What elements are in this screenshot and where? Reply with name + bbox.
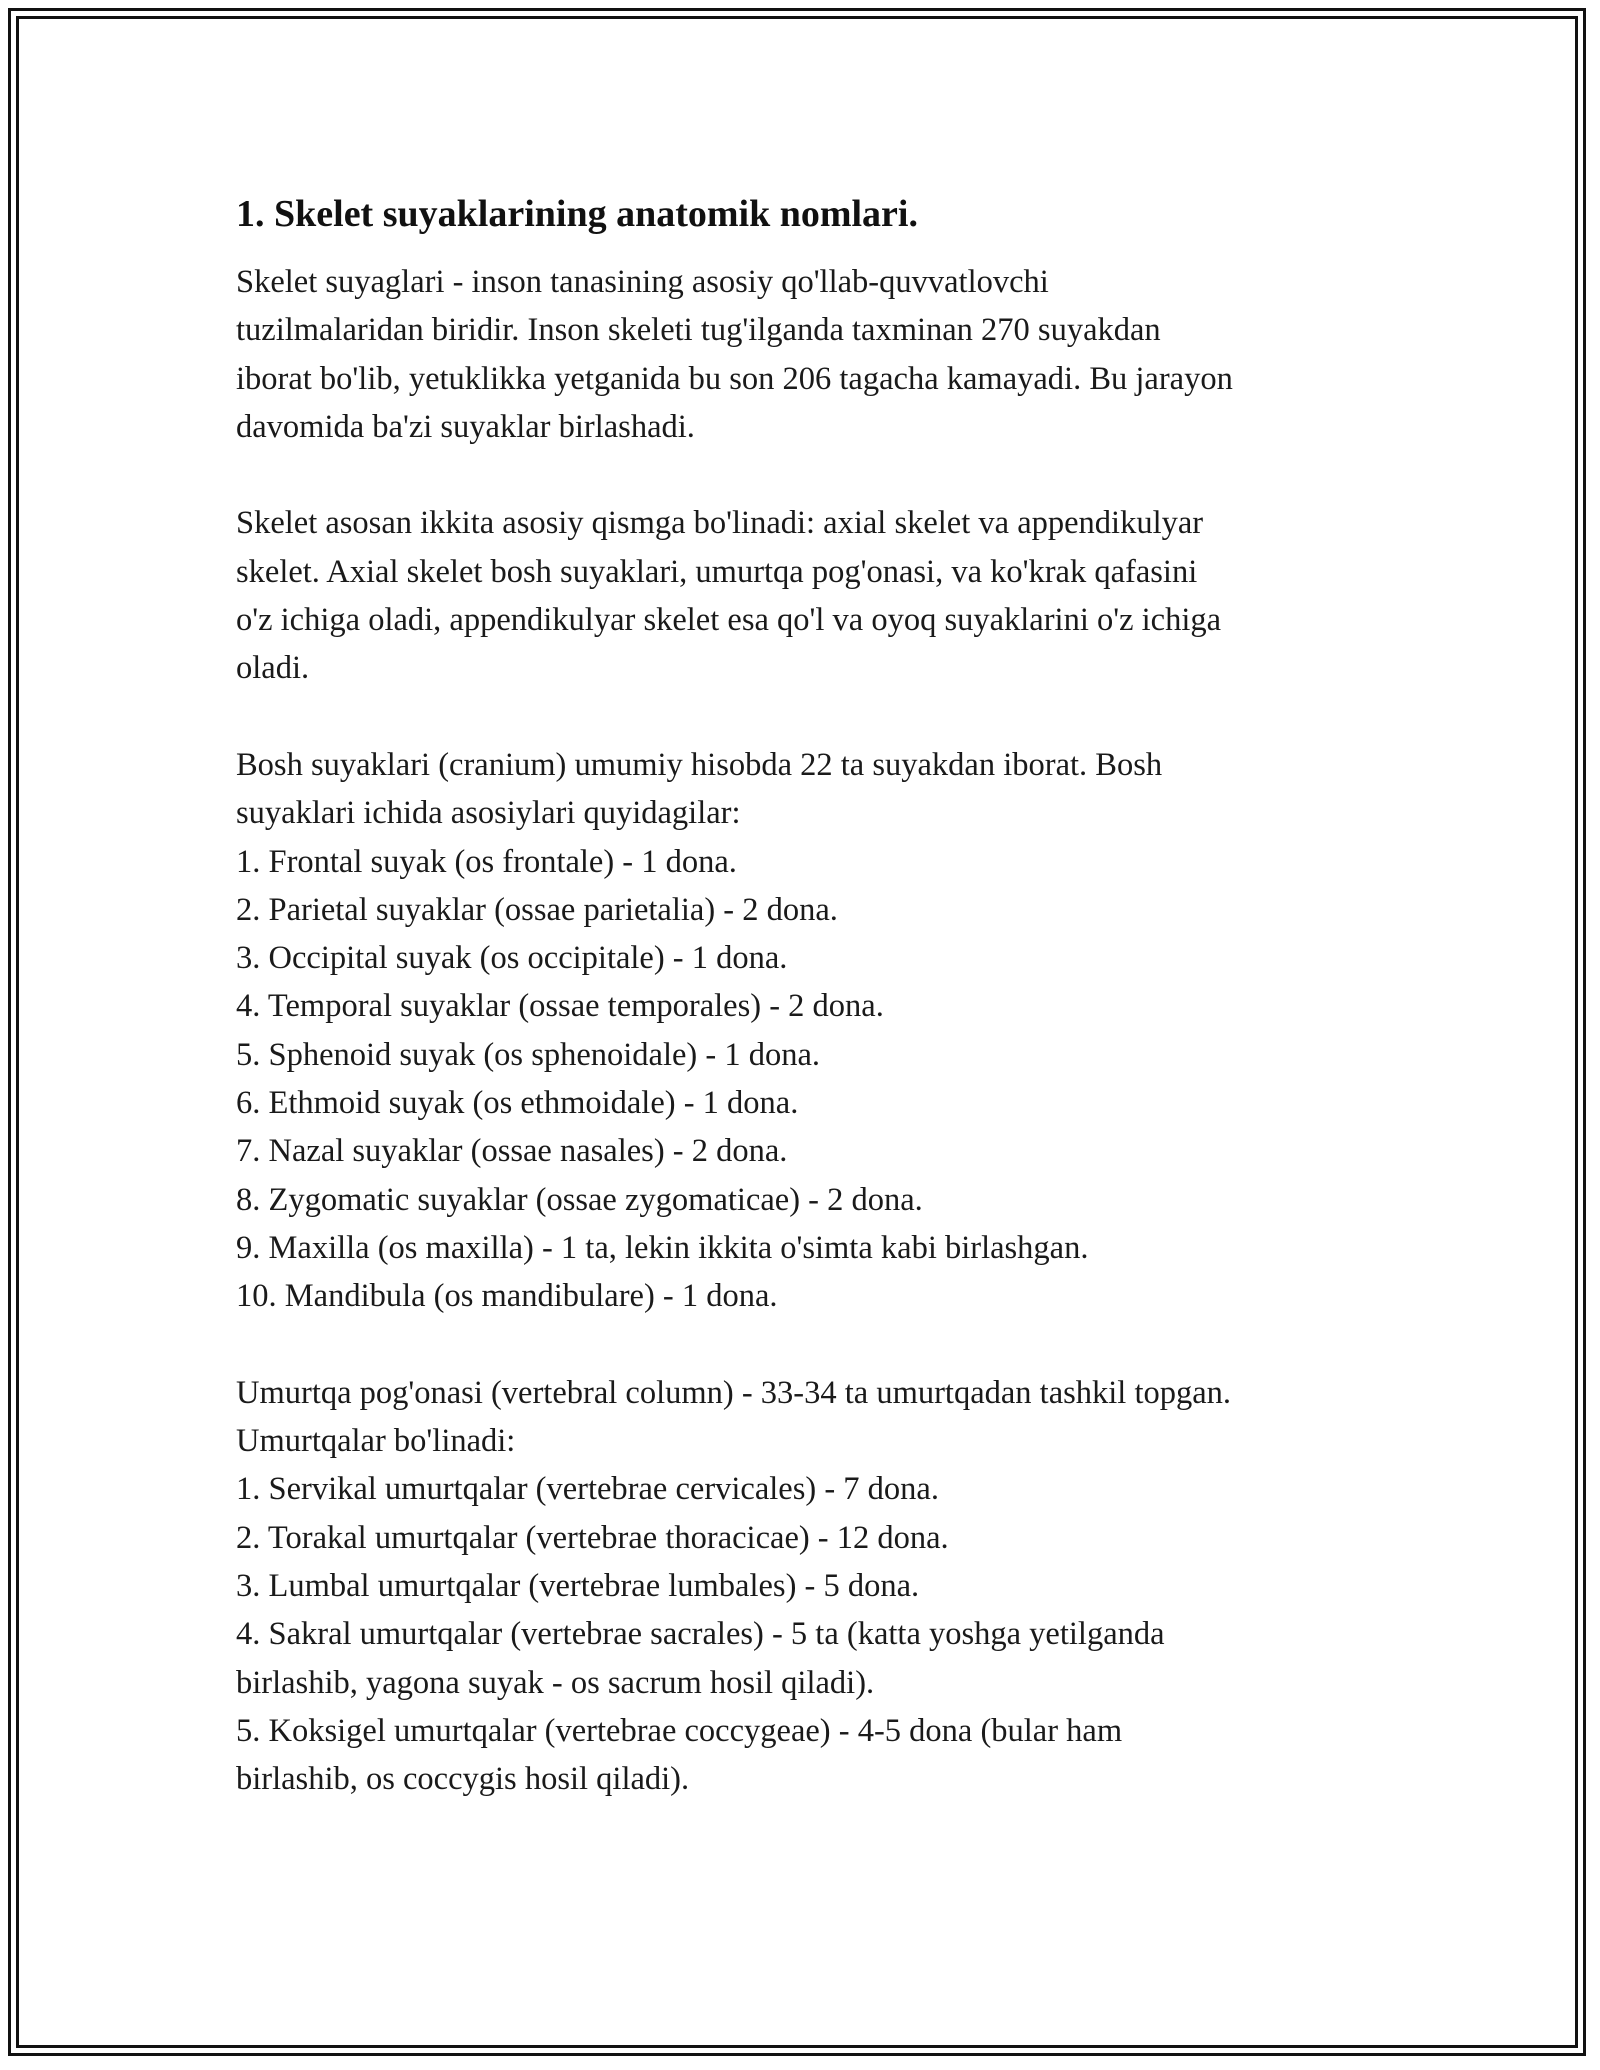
document-body bbox=[236, 186, 1376, 1804]
paragraph-skeleton-parts: Skelet asosan ikkita asosiy qismga bo'linadi: axial skelet va appendikulyar skelet. Axial skelet bosh suyaklari, umurtqa pog'onasi, va ko'krak qafasini o'z ichiga oladi, appendikulyar skelet esa qo'l va oyoq suyaklarini o'z ichiga oladi. bbox=[236, 505, 1222, 687]
paragraph-cranium-list: Bosh suyaklari (cranium) umumiy hisobda 22 ta suyakdan iborat. Bosh suyaklari ichida asosiylari quyidagilar: 1. Frontal suyak (os frontale) - 1 dona. 2. Parietal suyaklar (ossae parietalia) - 2 dona. 3. Occipital suyak (os occipitale) - 1 dona. 4. Temporal suyaklar (ossae temporales) - 2 dona. 5. Sphenoid suyak (os sphenoidale) - 1 dona. 6. Ethmoid suyak (os ethmoidale) - 1 dona. 7. Nazal suyaklar (ossae nasales) - 2 dona. 8. Zygomatic suyaklar (ossae zygomaticae) - 2 dona. 9. Maxilla (os maxilla) - 1 ta, lekin ikkita o'simta kabi birlashgan. 10. Mandibula (os mandibulare) - 1 dona. bbox=[236, 746, 1163, 1315]
paragraph-gap bbox=[236, 1321, 1376, 1369]
paragraph-gap bbox=[236, 451, 1376, 499]
document-title: 1. Skelet suyaklarining anatomik nomlari. bbox=[236, 193, 918, 235]
paragraph-intro: Skelet suyaglari - inson tanasining asosiy qo'llab-quvvatlovchi tuzilmalaridan biridir. Inson skeleti tug'ilganda taxminan 270 suyakdan iborat bo'lib, yetuklikka yetganida bu son 206 tagacha kamayadi. Bu jarayon davomida ba'zi suyaklar birlashadi. bbox=[236, 264, 1233, 445]
paragraph-vertebral-list: Umurtqa pog'onasi (vertebral column) - 33-34 ta umurtqadan tashkil topgan. Umurtqalar bo'linadi: 1. Servikal umurtqalar (vertebrae cervicales) - 7 dona. 2. Torakal umurtqalar (vertebrae thoracicae) - 12 dona. 3. Lumbal umurtqalar (vertebrae lumbales) - 5 dona. 4. Sakral umurtqalar (vertebrae sacrales) - 5 ta (katta yoshga yetilganda birlashib, yagona suyak - os sacrum hosil qiladi). 5. Koksigel umurtqalar (vertebrae coccygeae) - 4-5 dona (bular ham birlashib, os coccygis hosil qiladi). bbox=[236, 1374, 1232, 1798]
paragraph-gap bbox=[236, 693, 1376, 741]
